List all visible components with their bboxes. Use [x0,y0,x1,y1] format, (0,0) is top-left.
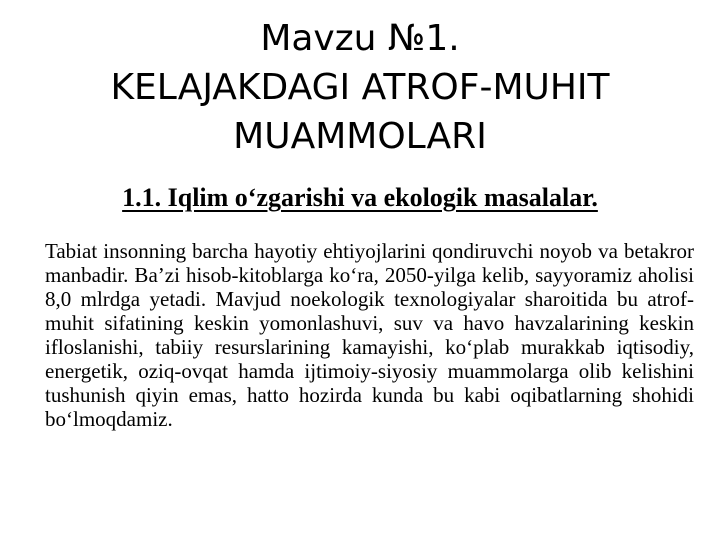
title-line-3: MUAMMOLARI [233,116,487,157]
subtitle-text: 1.1. Iqlim o‘zgarishi va ekologik masalalar. [122,183,598,212]
title-line-2: KELAJAKDAGI ATROF-MUHIT [110,67,610,108]
body-paragraph: Tabiat insonning barcha hayotiy ehtiyojlarini qondiruvchi noyob va betakror manbadir. Ba’zi hisob-kitoblarga ko‘ra, 2050-yilga kelib, sayyoramiz aholisi 8,0 mlrdga yetadi. Mavjud noekologik texnologiyalar sharoitida bu atrof-muhit sifatining keskin yomonlashuvi, suv va havo havzalarining keskin ifloslanishi, tabiiy resurslarining kamayishi, ko‘plab murakkab iqtisodiy, energetik, oziq-ovqat hamda ijtimoiy-siyosiy muammolarga olib kelishini tushunish qiyin emas, hatto hozirda kunda bu kabi oqibatlarning shohidi bo‘lmoqdamiz. [45,239,694,431]
slide-title [30,14,690,161]
title-line-1: Mavzu №1. [260,18,460,59]
slide-subtitle [30,181,690,215]
